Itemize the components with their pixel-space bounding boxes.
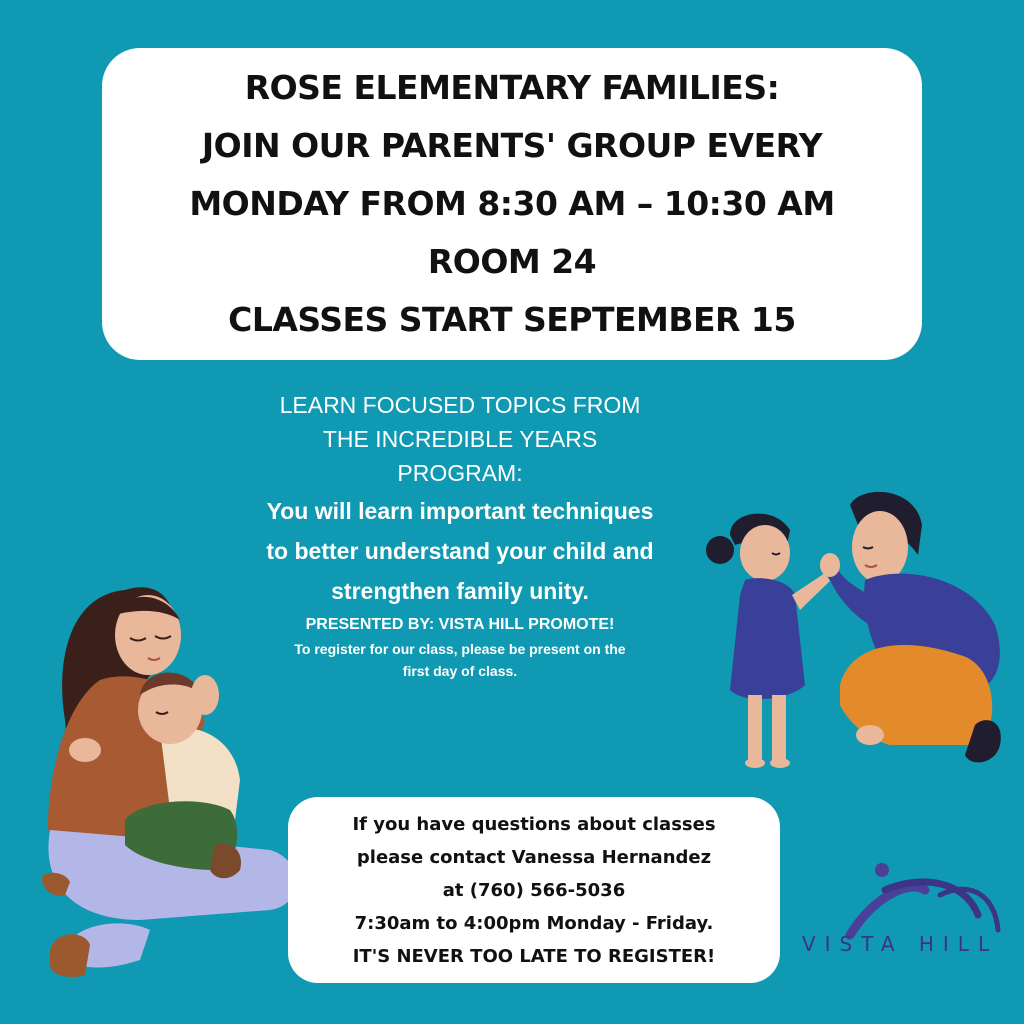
topic-line: LEARN FOCUSED TOPICS FROM xyxy=(279,392,641,418)
vista-hill-logo-mark xyxy=(790,860,1010,940)
contact-line: please contact Vanessa Hernandez xyxy=(356,846,712,868)
vista-hill-logo-text: VISTA HILL xyxy=(801,932,999,956)
register-line: To register for our class, please be present on the xyxy=(294,641,626,657)
register-line: first day of class. xyxy=(402,663,518,679)
father-daughter-illustration xyxy=(700,485,1020,775)
description-line: to better understand your child and xyxy=(266,538,654,564)
contact-card xyxy=(288,797,780,983)
mother-hugging-child-illustration xyxy=(30,570,310,990)
contact-line: If you have questions about classes xyxy=(352,813,716,835)
header-line: ROSE ELEMENTARY FAMILIES: xyxy=(244,68,780,107)
contact-cta: IT'S NEVER TOO LATE TO REGISTER! xyxy=(352,945,716,967)
header-line: MONDAY FROM 8:30 AM – 10:30 AM xyxy=(189,184,835,223)
description-line: You will learn important techniques xyxy=(266,498,654,524)
header-line: JOIN OUR PARENTS' GROUP EVERY xyxy=(201,126,823,165)
contact-phone: at (760) 566-5036 xyxy=(442,879,626,901)
contact-hours: 7:30am to 4:00pm Monday - Friday. xyxy=(354,912,714,934)
description-line: strengthen family unity. xyxy=(331,578,589,604)
topic-line: PROGRAM: xyxy=(397,460,523,486)
header-card xyxy=(102,48,922,360)
header-line: CLASSES START SEPTEMBER 15 xyxy=(228,300,796,339)
presented-by: PRESENTED BY: VISTA HILL PROMOTE! xyxy=(305,616,615,633)
vista-hill-logo xyxy=(790,860,1010,970)
topic-line: THE INCREDIBLE YEARS xyxy=(322,426,598,452)
header-line: ROOM 24 xyxy=(427,242,597,281)
